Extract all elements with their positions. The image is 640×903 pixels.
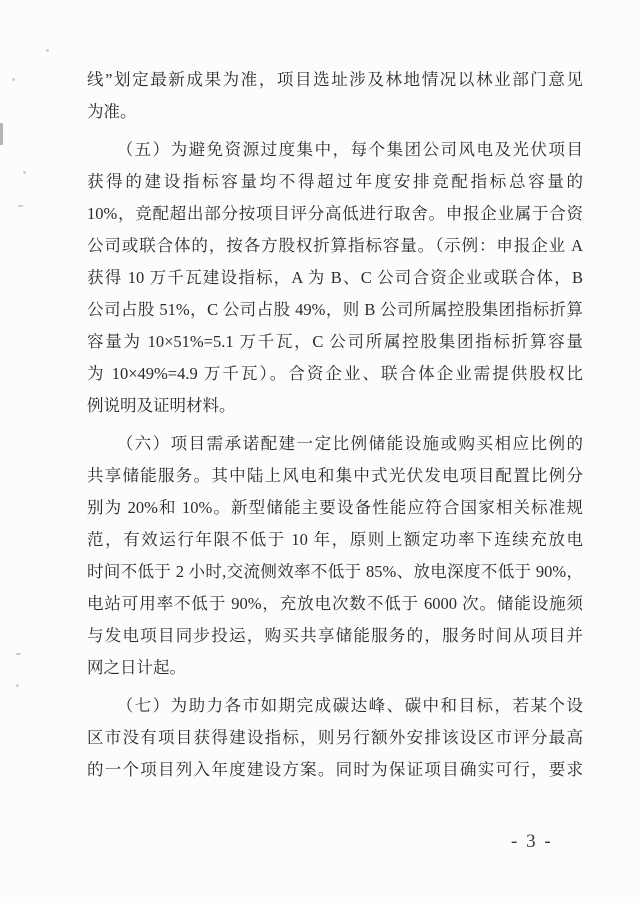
text-line: 容量为 10×51%=5.1 万千瓦，C 公司所属控股集团指标折算容量: [87, 332, 583, 351]
text-line: 共享储能服务。其中陆上风电和集中式光伏发电项目配置比例分: [87, 466, 583, 485]
text-line: 别为 20%和 10%。新型储能主要设备性能应符合国家相关标准规: [87, 498, 583, 517]
text-line: （七）为助力各市如期完成碳达峰、碳中和目标，若某个设: [116, 696, 583, 715]
page-number: - 3 -: [511, 831, 553, 852]
scan-edge-mark: [0, 123, 3, 145]
text-line: 区市没有项目获得建设指标，则另行额外安排该设区市评分最高: [87, 728, 583, 747]
text-line: 公司占股 51%，C 公司占股 49%，则 B 公司所属控股集团指标折算: [87, 300, 583, 319]
text-line: 范，有效运行年限不低于 10 年，原则上额定功率下连续充放电: [87, 530, 583, 549]
text-line: （六）项目需承诺配建一定比例储能设施或购买相应比例的: [116, 434, 583, 453]
paragraph-item-5: [87, 134, 583, 422]
scan-speck: [16, 653, 21, 655]
text-line: 电站可用率不低于 90%，充放电次数不低于 6000 次。储能设施须: [87, 594, 583, 613]
scan-speck: [46, 49, 49, 52]
scan-speck: [23, 171, 26, 174]
paragraph-continuation: [87, 64, 583, 128]
text-line: 时间不低于 2 小时,交流侧效率不低于 85%、放电深度不低于 90%，: [87, 562, 583, 581]
paragraph-item-6: [87, 428, 583, 684]
text-line: 10%，竞配超出部分按项目评分高低进行取舍。申报企业属于合资: [87, 204, 583, 223]
text-line: 为 10×49%=4.9 万千瓦）。合资企业、联合体企业需提供股权比: [87, 364, 583, 383]
text-line: 为准。: [87, 102, 137, 121]
document-body: [87, 64, 583, 786]
text-line: 例说明及证明材料。: [87, 396, 236, 415]
scan-speck: [12, 78, 15, 81]
scan-speck: [18, 205, 23, 207]
text-line: 获得 10 万千瓦建设指标，A 为 B、C 公司合资企业或联合体，B: [87, 268, 583, 287]
text-line: 线”划定最新成果为准，项目选址涉及林地情况以林业部门意见: [87, 70, 583, 89]
text-line: 公司或联合体的，按各方股权折算指标容量。（示例：申报企业 A: [87, 236, 583, 255]
scan-speck: [16, 684, 19, 687]
paragraph-item-7: [87, 690, 583, 786]
text-line: 网之日计起。: [87, 658, 186, 677]
text-line: 与发电项目同步投运，购买共享储能服务的，服务时间从项目并: [87, 626, 583, 645]
text-line: （五）为避免资源过度集中，每个集团公司风电及光伏项目: [116, 140, 583, 159]
text-line: 的一个项目列入年度建设方案。同时为保证项目确实可行，要求: [87, 760, 583, 779]
text-line: 获得的建设指标容量均不得超过年度安排竞配指标总容量的: [87, 172, 583, 191]
